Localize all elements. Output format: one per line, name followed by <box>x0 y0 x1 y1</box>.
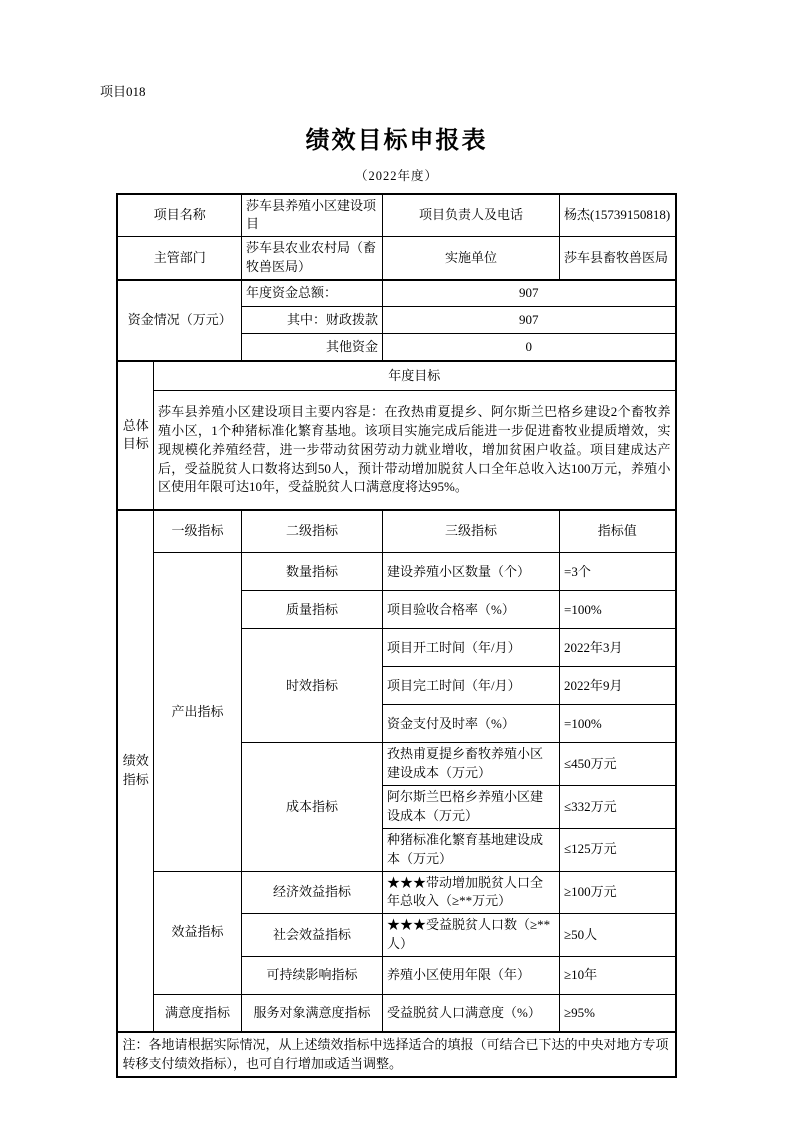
funding-fiscal-value: 907 <box>383 307 676 334</box>
impl-label: 实施单位 <box>383 237 560 280</box>
indicator-header-row <box>117 510 675 553</box>
funding-fiscal-label: 其中：财政拨款 <box>242 307 383 334</box>
funding-other-value: 0 <box>383 334 676 361</box>
indicator-value-cell: =100% <box>560 705 676 743</box>
indicator-value-cell: ≥100万元 <box>560 871 676 914</box>
indicator-row <box>117 994 675 1032</box>
header-level1: 一级指标 <box>153 510 241 553</box>
indicator-value-cell: ≤450万元 <box>560 743 676 786</box>
annual-goal-header: 年度目标 <box>153 361 675 391</box>
funding-section-label: 资金情况（万元） <box>117 280 241 361</box>
l3-indicator-cell: ★★★受益脱贫人口数（≥**人） <box>383 914 560 957</box>
funding-total-value: 907 <box>383 280 676 307</box>
indicator-row <box>117 871 675 914</box>
indicator-value-cell: =100% <box>560 591 676 629</box>
page-subtitle: （2022年度） <box>354 168 438 183</box>
doc-number: 项目018 <box>100 84 146 99</box>
l3-indicator-cell: 受益脱贫人口满意度（%） <box>383 994 560 1032</box>
performance-target-table <box>116 193 676 1079</box>
basic-info-row-1 <box>117 194 675 237</box>
header-value: 指标值 <box>560 510 676 553</box>
indicator-value-cell: 2022年9月 <box>560 667 676 705</box>
page-title: 绩效目标申报表 <box>305 128 488 154</box>
dept-value: 莎车县农业农村局（畜牧兽医局） <box>242 237 383 280</box>
l2-indicator-cell: 社会效益指标 <box>242 914 383 957</box>
l3-indicator-cell: 孜热甫夏提乡畜牧养殖小区建设成本（万元） <box>383 743 560 786</box>
overall-goal-header-row <box>117 361 675 391</box>
indicator-row <box>117 553 675 591</box>
l2-indicator-cell: 成本指标 <box>242 743 383 871</box>
l1-indicator-cell: 效益指标 <box>153 871 241 994</box>
indicator-value-cell: 2022年3月 <box>560 629 676 667</box>
overall-goal-section-label: 总体目标 <box>117 361 153 510</box>
indicator-value-cell: ≥95% <box>560 994 676 1032</box>
header-level3: 三级指标 <box>383 510 560 553</box>
note-row <box>117 1032 675 1077</box>
dept-label: 主管部门 <box>117 237 241 280</box>
l2-indicator-cell: 数量指标 <box>242 553 383 591</box>
indicator-value-cell: =3个 <box>560 553 676 591</box>
funding-row-total <box>117 280 675 307</box>
manager-value: 杨杰(15739150818) <box>560 194 676 237</box>
project-name-label: 项目名称 <box>117 194 241 237</box>
l3-indicator-cell: 种猪标准化繁育基地建设成本（万元） <box>383 828 560 871</box>
l2-indicator-cell: 经济效益指标 <box>242 871 383 914</box>
l1-indicator-cell: 产出指标 <box>153 553 241 871</box>
l1-indicator-cell: 满意度指标 <box>153 994 241 1032</box>
l2-indicator-cell: 质量指标 <box>242 591 383 629</box>
project-name-value: 莎车县养殖小区建设项目 <box>242 194 383 237</box>
l2-indicator-cell: 服务对象满意度指标 <box>242 994 383 1032</box>
l3-indicator-cell: 阿尔斯兰巴格乡养殖小区建设成本（万元） <box>383 786 560 829</box>
indicator-value-cell: ≥10年 <box>560 956 676 994</box>
manager-label: 项目负责人及电话 <box>383 194 560 237</box>
l3-indicator-cell: ★★★带动增加脱贫人口全年总收入（≥**万元） <box>383 871 560 914</box>
indicator-value-cell: ≥50人 <box>560 914 676 957</box>
impl-value: 莎车县畜牧兽医局 <box>560 237 676 280</box>
l2-indicator-cell: 可持续影响指标 <box>242 956 383 994</box>
funding-total-label: 年度资金总额： <box>242 280 383 307</box>
funding-other-label: 其他资金 <box>242 334 383 361</box>
indicators-section-label: 绩效指标 <box>117 510 153 1032</box>
note-text: 注：各地请根据实际情况，从上述绩效指标中选择适合的填报（可结合已下达的中央对地方专项转移支付绩效指标），也可自行增加或适当调整。 <box>117 1032 675 1077</box>
basic-info-row-2 <box>117 237 675 280</box>
l3-indicator-cell: 项目完工时间（年/月） <box>383 667 560 705</box>
annual-goal-text: 莎车县养殖小区建设项目主要内容是：在孜热甫夏提乡、阿尔斯兰巴格乡建设2个畜牧养殖小区，1个种猪标准化繁育基地。该项目实施完成后能进一步促进畜牧业提质增效，实现规模化养殖经营，进一步带动贫困劳动力就业增收，增加贫困户收益。项目建成达产后，受益脱贫人口数将达到50人，预计带动增加脱贫人口全年总收入达100万元，养殖小区使用年限可达10年，受益脱贫人口满意度将达95%。 <box>153 391 675 510</box>
l3-indicator-cell: 建设养殖小区数量（个） <box>383 553 560 591</box>
l2-indicator-cell: 时效指标 <box>242 629 383 743</box>
l3-indicator-cell: 资金支付及时率（%） <box>383 705 560 743</box>
l3-indicator-cell: 项目验收合格率（%） <box>383 591 560 629</box>
l3-indicator-cell: 养殖小区使用年限（年） <box>383 956 560 994</box>
indicator-value-cell: ≤125万元 <box>560 828 676 871</box>
indicator-value-cell: ≤332万元 <box>560 786 676 829</box>
header-level2: 二级指标 <box>242 510 383 553</box>
overall-goal-body-row <box>117 391 675 510</box>
l3-indicator-cell: 项目开工时间（年/月） <box>383 629 560 667</box>
